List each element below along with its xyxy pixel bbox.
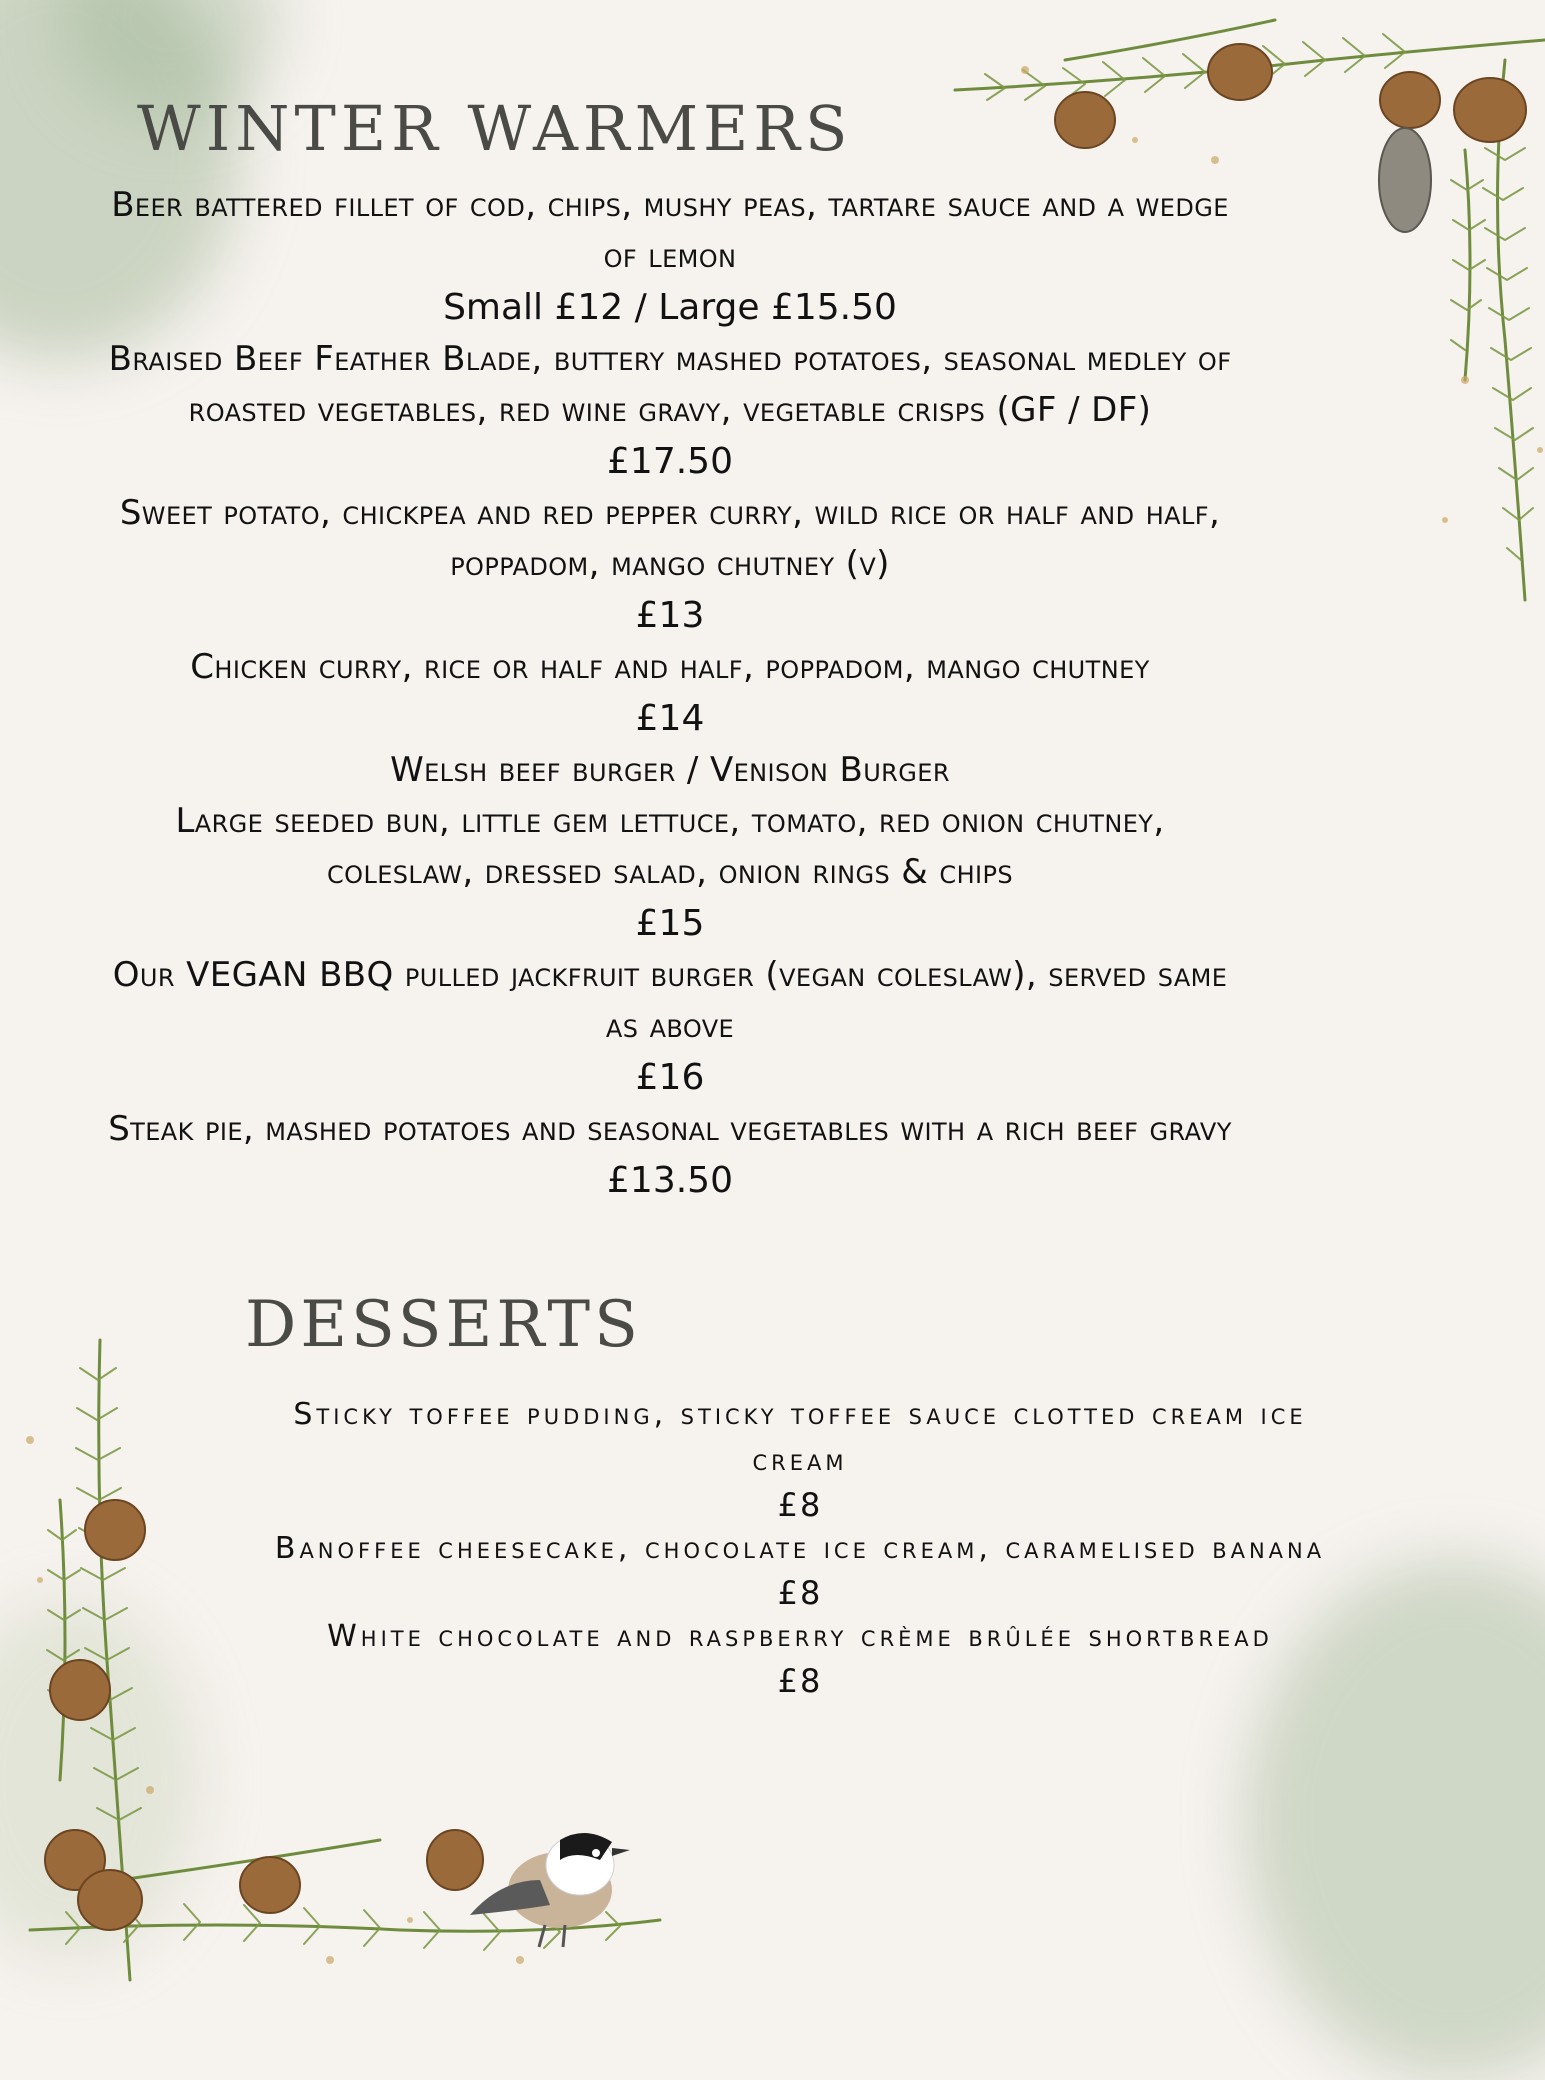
menu-item-description: Braised Beef Feather Blade, buttery mashed potatoes, seasonal medley of roasted vegetables, red wine gravy, vegetable crisps (GF / DF) (108, 339, 1232, 430)
desserts-section (270, 1392, 1330, 1702)
menu-item-description: Sweet potato, chickpea and red pepper curry, wild rice or half and half, poppadom, mango chutney (v) (119, 493, 1221, 584)
menu-item-price: Small £12 / Large £15.50 (443, 287, 897, 328)
dessert-item-price: £8 (777, 1662, 823, 1700)
menu-item-description: Welsh beef burger / Venison Burger (390, 750, 950, 790)
menu-item-description: Beer battered fillet of cod, chips, mushy peas, tartare sauce and a wedge of lemon (111, 185, 1229, 276)
menu-item-beef-feather-blade (100, 334, 1240, 488)
dessert-item-sticky-toffee (270, 1392, 1330, 1526)
menu-item-price: £13.50 (607, 1160, 733, 1201)
menu-item-cod (100, 180, 1240, 334)
dessert-item-price: £8 (777, 1574, 823, 1612)
menu-item-description: Our VEGAN BBQ pulled jackfruit burger (vegan coleslaw), served same as above (112, 955, 1228, 1046)
menu-item-description-detail: Large seeded bun, little gem lettuce, tomato, red onion chutney, coleslaw, dressed salad, onion rings & chips (175, 801, 1165, 892)
watercolor-wash-bottom-left (0, 1600, 200, 1960)
menu-item-price: £16 (635, 1057, 705, 1098)
chickadee-bird-illustration (470, 1833, 630, 1947)
menu-item-sweet-potato-curry (100, 488, 1240, 642)
menu-item-chicken-curry (100, 642, 1240, 745)
dessert-item-description: Banoffee cheesecake, chocolate ice cream, caramelised banana (274, 1531, 1326, 1566)
menu-item-description: Steak pie, mashed potatoes and seasonal vegetables with a rich beef gravy (108, 1109, 1232, 1149)
dessert-item-banoffee (270, 1526, 1330, 1614)
menu-item-steak-pie (100, 1104, 1240, 1207)
winter-warmers-heading: WINTER WARMERS (137, 92, 853, 165)
menu-item-price: £15 (635, 903, 705, 944)
menu-item-vegan-burger (100, 950, 1240, 1104)
menu-item-price: £14 (635, 698, 705, 739)
dessert-item-creme-brulee (270, 1614, 1330, 1702)
dessert-item-price: £8 (777, 1486, 823, 1524)
menu-item-description: Chicken curry, rice or half and half, poppadom, mango chutney (190, 647, 1150, 687)
menu-item-price: £13 (635, 595, 705, 636)
winter-warmers-section (100, 180, 1240, 1207)
dessert-item-description: White chocolate and raspberry crème brûlée shortbread (327, 1619, 1273, 1654)
dessert-item-description: Sticky toffee pudding, sticky toffee sauce clotted cream ice cream (293, 1397, 1307, 1478)
menu-item-price: £17.50 (607, 441, 733, 482)
desserts-heading: DESSERTS (245, 1288, 642, 1362)
menu-item-burger (100, 745, 1240, 950)
